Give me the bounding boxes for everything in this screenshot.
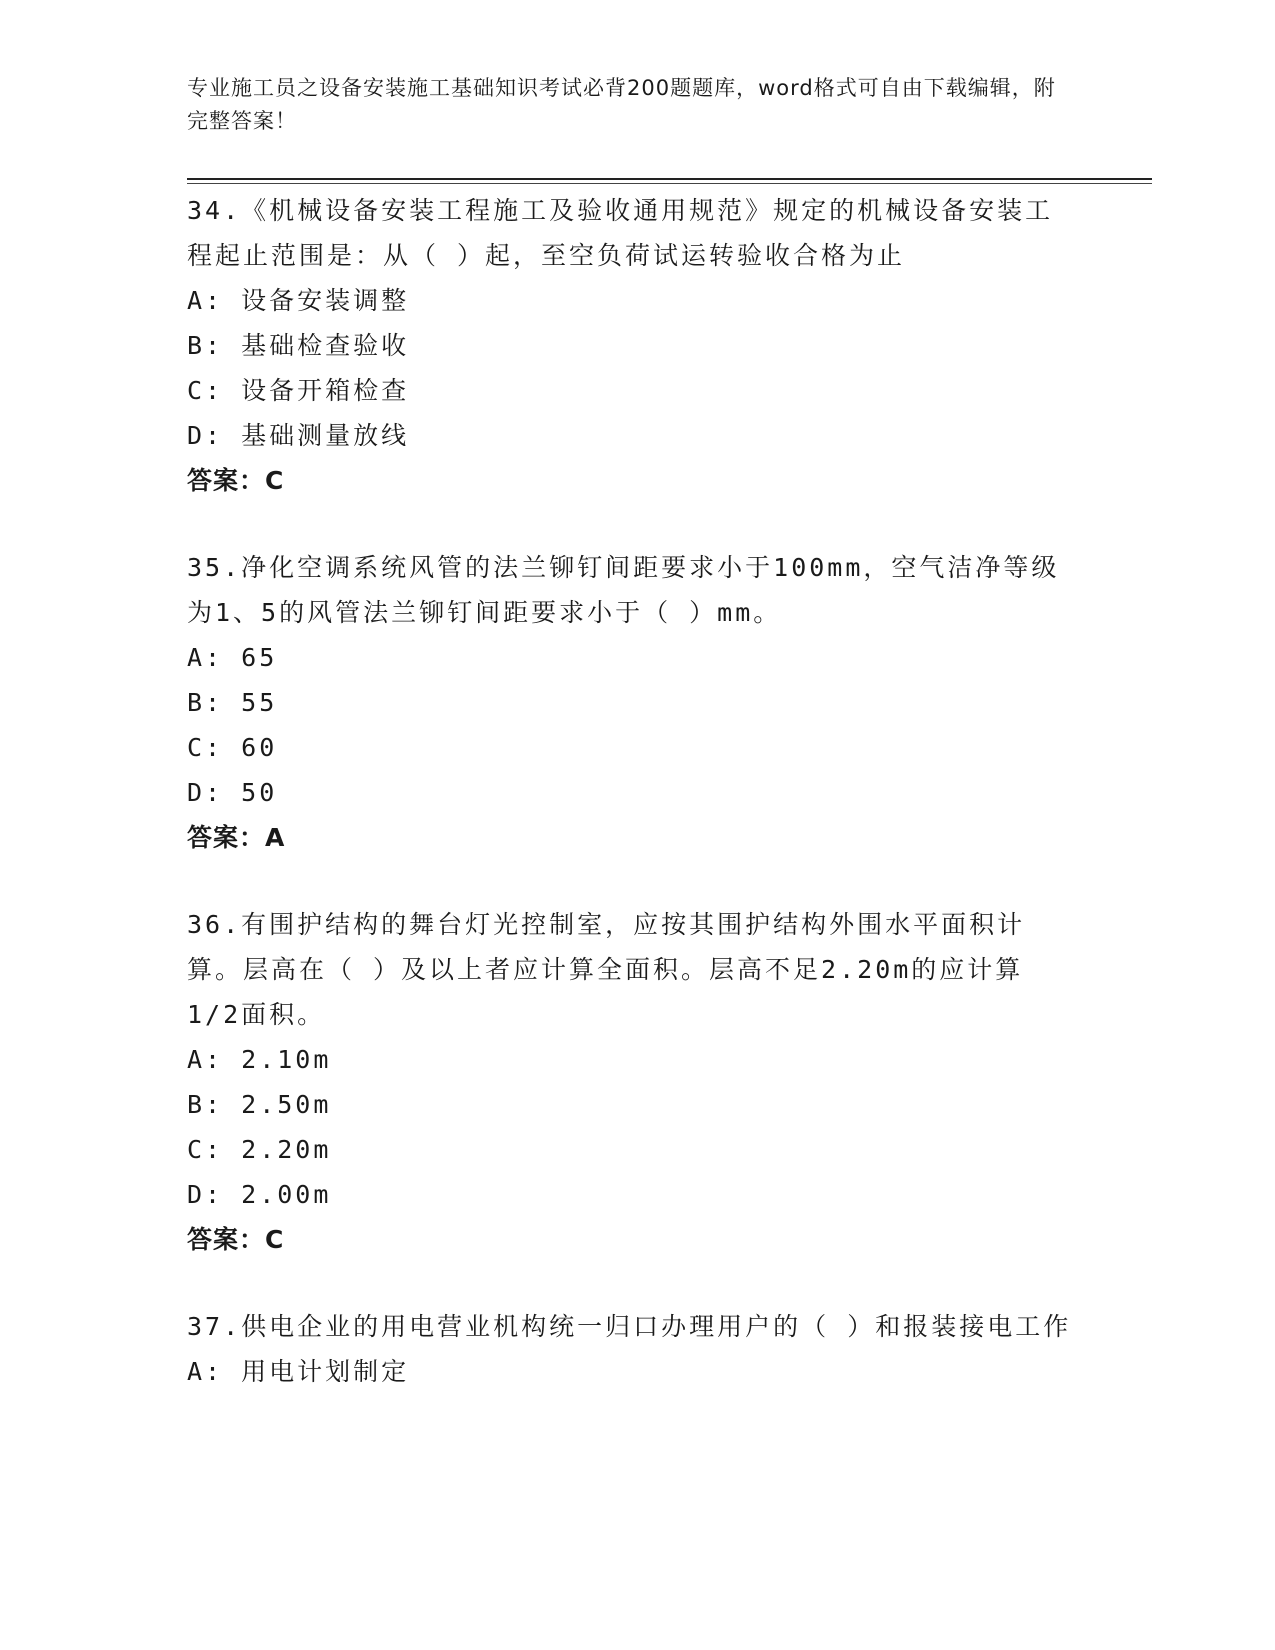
- option-d: D: 基础测量放线: [187, 421, 410, 450]
- question-37: [187, 1304, 1077, 1394]
- question-36: [187, 902, 1077, 1262]
- option-a: A: 用电计划制定: [187, 1357, 410, 1386]
- option-a: A: 设备安装调整: [187, 286, 410, 315]
- header-divider-thick: [187, 178, 1152, 180]
- option-c: C: 设备开箱检查: [187, 376, 410, 405]
- option-d: D: 2.00m: [187, 1180, 332, 1209]
- answer-label: 答案：C: [187, 1225, 285, 1254]
- header-divider-thin: [187, 183, 1152, 184]
- option-c: C: 60: [187, 733, 278, 762]
- answer-label: 答案：A: [187, 823, 286, 852]
- option-d: D: 50: [187, 778, 278, 807]
- question-list: [187, 188, 1077, 1436]
- question-text: 36.有围护结构的舞台灯光控制室，应按其围护结构外围水平面积计算。层高在（ ）及以上者应计算全面积。层高不足2.20m的应计算1/2面积。: [187, 910, 1026, 1029]
- question-text: 37.供电企业的用电营业机构统一归口办理用户的（ ）和报装接电工作: [187, 1312, 1072, 1341]
- question-34: [187, 188, 1077, 503]
- option-a: A: 2.10m: [187, 1045, 332, 1074]
- option-b: B: 基础检查验收: [187, 331, 410, 360]
- option-a: A: 65: [187, 643, 278, 672]
- option-c: C: 2.20m: [187, 1135, 332, 1164]
- answer-label: 答案：C: [187, 466, 285, 495]
- document-header: 专业施工员之设备安装施工基础知识考试必背200题题库，word格式可自由下载编辑，附完整答案！: [187, 76, 1056, 133]
- question-text: 34.《机械设备安装工程施工及验收通用规范》规定的机械设备安装工程起止范围是：从（ ）起，至空负荷试运转验收合格为止: [187, 196, 1054, 270]
- question-35: [187, 545, 1077, 860]
- option-b: B: 55: [187, 688, 278, 717]
- question-text: 35.净化空调系统风管的法兰铆钉间距要求小于100mm，空气洁净等级为1、5的风管法兰铆钉间距要求小于（ ）mm。: [187, 553, 1060, 627]
- option-b: B: 2.50m: [187, 1090, 332, 1119]
